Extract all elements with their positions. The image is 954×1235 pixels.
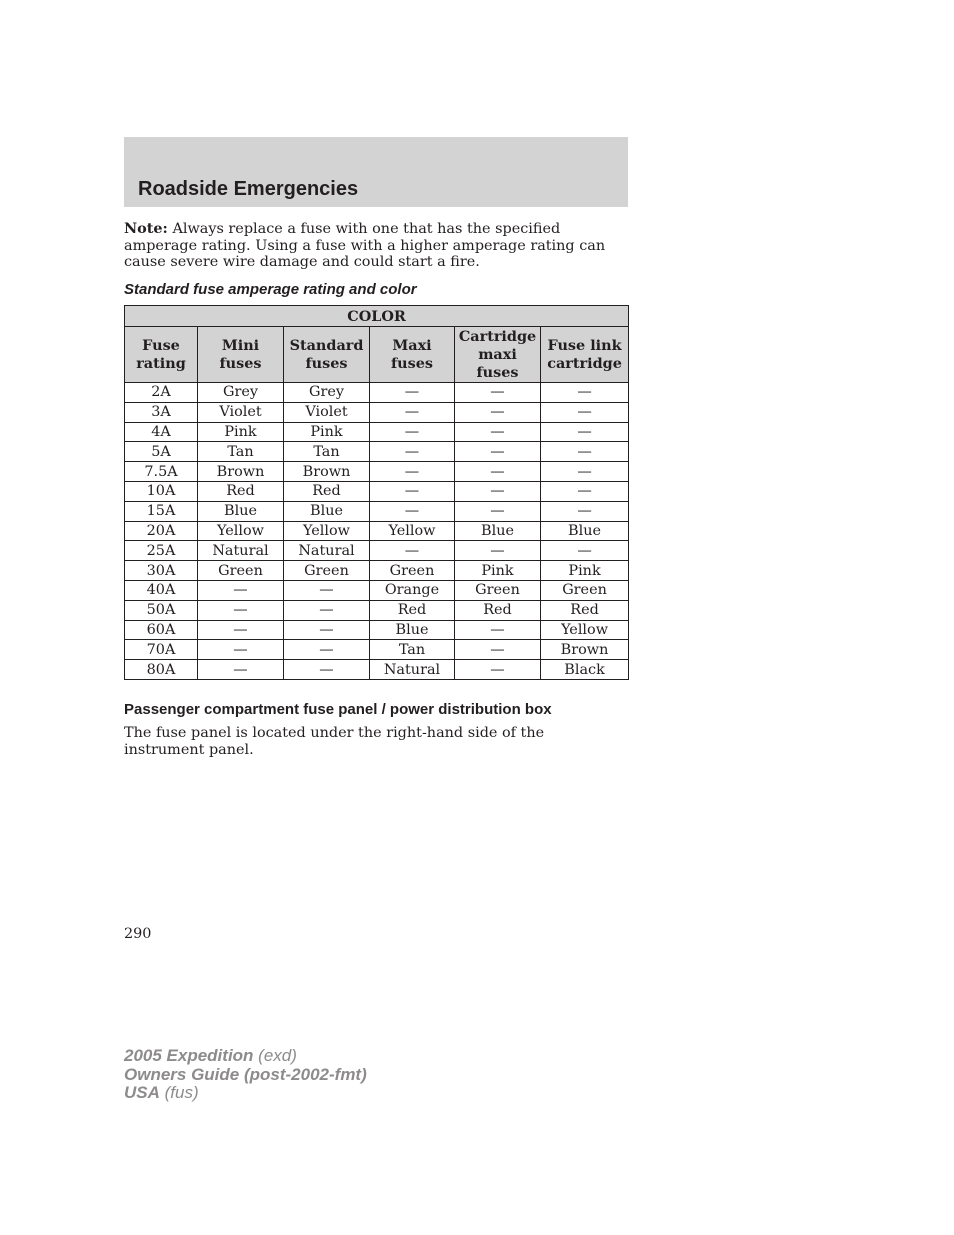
table-cell: Tan — [284, 442, 370, 462]
column-header — [370, 327, 455, 383]
table-cell: 15A — [125, 501, 198, 521]
table-cell: — — [198, 660, 284, 680]
table-cell: Grey — [198, 383, 284, 403]
table-cell: — — [284, 580, 370, 600]
column-header-text: Maxi — [392, 336, 432, 354]
table-cell: — — [284, 620, 370, 640]
table-cell: Brown — [198, 462, 284, 482]
table-cell: Red — [455, 600, 541, 620]
table-row — [125, 660, 629, 680]
table-row — [125, 402, 629, 422]
column-header — [198, 327, 284, 383]
note-label: Note: — [124, 220, 168, 237]
table-cell: — — [541, 383, 629, 403]
table-cell: — — [541, 481, 629, 501]
table-cell: Yellow — [370, 521, 455, 541]
table-row — [125, 640, 629, 660]
footer-line-1 — [124, 1047, 367, 1066]
table-cell: — — [370, 481, 455, 501]
footer-line-2 — [124, 1066, 367, 1085]
table-cell: Brown — [541, 640, 629, 660]
column-header-text: fuses — [476, 363, 519, 381]
column-header-text: fuses — [219, 354, 262, 372]
section-header-band — [124, 137, 628, 207]
column-header-text: Standard — [289, 336, 364, 354]
table-row — [125, 501, 629, 521]
section-title: Roadside Emergencies — [138, 178, 359, 200]
table-cell: — — [455, 481, 541, 501]
table-row — [125, 383, 629, 403]
table-row — [125, 521, 629, 541]
table-row — [125, 462, 629, 482]
table-cell: 5A — [125, 442, 198, 462]
table-cell: Tan — [198, 442, 284, 462]
table-cell: Natural — [198, 541, 284, 561]
table-cell: Green — [541, 580, 629, 600]
table-column-header-row — [125, 327, 629, 383]
table-row — [125, 580, 629, 600]
table-cell: Green — [284, 561, 370, 581]
footer-model-code: (exd) — [253, 1046, 297, 1065]
table-cell: — — [455, 660, 541, 680]
table-cell: Blue — [455, 521, 541, 541]
document-footer — [124, 1047, 367, 1103]
page-number: 290 — [124, 926, 152, 942]
table-cell: — — [370, 541, 455, 561]
table-cell: 50A — [125, 600, 198, 620]
table-cell: 10A — [125, 481, 198, 501]
column-header — [284, 327, 370, 383]
fuse-color-table — [124, 305, 629, 680]
column-header-text: Cartridge — [458, 327, 537, 345]
table-cell: Orange — [370, 580, 455, 600]
table-cell: Blue — [198, 501, 284, 521]
table-cell: — — [455, 442, 541, 462]
table-cell: — — [198, 620, 284, 640]
table-cell: Blue — [284, 501, 370, 521]
table-cell: 80A — [125, 660, 198, 680]
table-cell: Green — [370, 561, 455, 581]
table-caption: Standard fuse amperage rating and color — [124, 281, 417, 298]
table-cell: Red — [370, 600, 455, 620]
table-cell: — — [284, 660, 370, 680]
table-cell: 30A — [125, 561, 198, 581]
table-group-header: COLOR — [125, 306, 629, 327]
table-cell: 20A — [125, 521, 198, 541]
column-header — [455, 327, 541, 383]
table-row — [125, 561, 629, 581]
table-cell: — — [370, 442, 455, 462]
note-text: Always replace a fuse with one that has the specified amperage rating. Using a fuse with a higher amperage rating can cause severe wire damage and could start a fire. — [124, 221, 606, 270]
table-cell: Brown — [284, 462, 370, 482]
table-row — [125, 481, 629, 501]
note-paragraph — [124, 221, 628, 271]
table-cell: — — [455, 402, 541, 422]
table-cell: 25A — [125, 541, 198, 561]
table-cell: Natural — [370, 660, 455, 680]
table-cell: — — [455, 383, 541, 403]
table-cell: — — [198, 600, 284, 620]
table-cell: Violet — [284, 402, 370, 422]
table-cell: Red — [541, 600, 629, 620]
column-header-text: rating — [136, 354, 186, 372]
table-cell: — — [370, 422, 455, 442]
table-cell: — — [370, 402, 455, 422]
column-header-text: cartridge — [547, 354, 622, 372]
column-header-text: fuses — [305, 354, 348, 372]
table-cell: Black — [541, 660, 629, 680]
table-cell: — — [541, 442, 629, 462]
table-cell: Pink — [455, 561, 541, 581]
column-header-text: Fuse — [142, 336, 180, 354]
table-cell: — — [541, 422, 629, 442]
table-cell: — — [455, 640, 541, 660]
table-cell: 70A — [125, 640, 198, 660]
table-cell: Yellow — [284, 521, 370, 541]
footer-guide: Owners Guide (post-2002-fmt) — [124, 1064, 367, 1084]
footer-market-code: (fus) — [159, 1083, 199, 1102]
table-row — [125, 442, 629, 462]
fuse-panel-description: The fuse panel is located under the right-hand side of the instrument panel. — [124, 725, 545, 758]
table-cell: — — [370, 383, 455, 403]
table-cell: Pink — [198, 422, 284, 442]
table-body — [125, 383, 629, 680]
table-cell: — — [455, 620, 541, 640]
table-cell: — — [455, 541, 541, 561]
table-row — [125, 422, 629, 442]
column-header — [541, 327, 629, 383]
table-cell: — — [541, 402, 629, 422]
table-cell: — — [541, 541, 629, 561]
table-cell: — — [284, 600, 370, 620]
table-cell: — — [370, 501, 455, 521]
table-cell: — — [541, 501, 629, 521]
table-cell: 60A — [125, 620, 198, 640]
table-row — [125, 541, 629, 561]
table-cell: 3A — [125, 402, 198, 422]
table-cell: — — [198, 580, 284, 600]
table-cell: — — [284, 640, 370, 660]
table-cell: — — [455, 422, 541, 442]
footer-line-3 — [124, 1084, 367, 1103]
table-cell: — — [455, 501, 541, 521]
column-header — [125, 327, 198, 383]
table-cell: Green — [455, 580, 541, 600]
table-cell: — — [455, 462, 541, 482]
table-cell: — — [541, 462, 629, 482]
table-cell: Red — [198, 481, 284, 501]
column-header-text: maxi — [478, 345, 517, 363]
footer-model: 2005 Expedition — [124, 1046, 254, 1065]
table-cell: Yellow — [198, 521, 284, 541]
table-cell: 40A — [125, 580, 198, 600]
table-row — [125, 620, 629, 640]
column-header-text: fuses — [390, 354, 433, 372]
table-cell: Pink — [284, 422, 370, 442]
table-cell: Grey — [284, 383, 370, 403]
table-cell: 4A — [125, 422, 198, 442]
table-cell: Red — [284, 481, 370, 501]
table-cell: Pink — [541, 561, 629, 581]
table-cell: — — [370, 462, 455, 482]
table-cell: Yellow — [541, 620, 629, 640]
table-cell: Green — [198, 561, 284, 581]
table-cell: Blue — [541, 521, 629, 541]
table-cell: Natural — [284, 541, 370, 561]
table-cell: — — [198, 640, 284, 660]
fuse-panel-heading: Passenger compartment fuse panel / power distribution box — [124, 701, 552, 718]
column-header-text: Fuse link — [547, 336, 622, 354]
table-cell: 7.5A — [125, 462, 198, 482]
table-cell: 2A — [125, 383, 198, 403]
table-cell: Blue — [370, 620, 455, 640]
footer-market: USA — [124, 1083, 160, 1102]
table-cell: Tan — [370, 640, 455, 660]
column-header-text: Mini — [221, 336, 260, 354]
table-cell: Violet — [198, 402, 284, 422]
table-row — [125, 600, 629, 620]
